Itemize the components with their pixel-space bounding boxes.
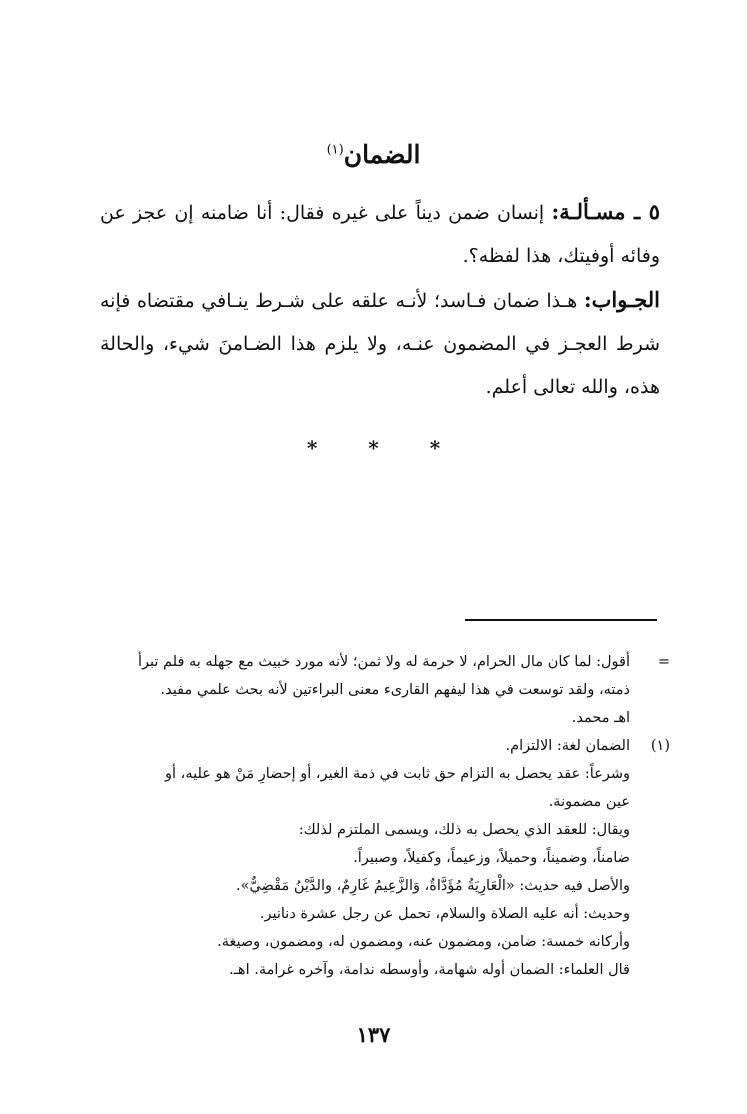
question-text: إنسان ضمن ديناً على غيره فقال: أنا ضامنه إن عجز عن وفائه أوفيتك، هذا لفظه؟. [100,202,660,267]
footnote-line: وشرعاً: عقد يحصل به التزام حق ثابت في ذمة الغير، أو إحضارِ مَنْ هو عليه، أو [165,766,630,782]
footnote-line: عين مضمونة. [548,794,630,810]
footnote-line: اهـ محمد. [571,710,630,726]
footnote-line: ضامناً، وضميناً، وحميلاً، وزعيماً، وكفيلاً، وصبيراً. [353,850,630,866]
question-paragraph [100,190,660,278]
separator-star: * [368,436,379,460]
question-lead: ٥ ـ مسـألـة: [551,199,660,224]
footnote-line: ذمته، ولقد توسعت في هذا ليفهم القارىء معنى البراءتين لأنه بحث علمي مفيد. [160,682,630,698]
answer-lead: الجـواب: [583,287,660,312]
footnote-line: وحديث: أنه عليه الصلاة والسلام، تحمل عن رجل عشرة دنانير. [259,906,630,922]
footnote-line: الضمان لغة: الالتزام. [505,738,630,754]
footnote-divider [465,619,657,621]
footnote-line: أقول: لما كان مال الحرام، لا حرمة له ولا ثمن؛ لأنه مورد خبيث مع جهله به فلم تبرأ [137,654,630,670]
section-title [0,140,747,169]
footnote-line: ويقال: للعقد الذي يحصل به ذلك، ويسمى الملتزم لذلك: [298,822,630,838]
separator-star: * [429,436,441,460]
answer-text: هـذا ضمان فـاسد؛ لأنـه علقه على شـرط ينـافي مقتضاه فإنه شرط العجـز في المضمون عنـه، ولا يلزم هذا الضـامنَ شيء، والحالة هذه، والله تعالى أعلم. [100,290,660,398]
main-text [100,190,660,409]
footnote-continued [100,648,670,732]
footnotes [100,648,670,984]
footnote-line: وأركانه خمسة: ضامن، ومضمون عنه، ومضمون له، ومضمون، وصيغة. [217,934,630,950]
separator-star: * [306,436,318,460]
footnote-reference[interactable]: (١) [326,142,344,158]
footnote-1 [100,732,670,984]
section-separator [0,436,747,460]
footnote-line: والأصل فيه حديث: «الْعَارِيَةُ مُؤَدَّاةٌ، وَالزَّعِيمُ غَارِمٌ، والدَّيْنُ مَقْضِيٌّ». [235,878,630,894]
footnote-line: قال العلماء: الضمان أوله شهامة، وأوسطه ندامة، وآخره غرامة. اهـ. [229,962,630,978]
answer-paragraph [100,278,660,409]
page-number: ١٣٧ [356,1022,391,1047]
section-title-text: الضمان [343,140,421,169]
footnote-1-marker: (١) [650,738,670,754]
footnote-continued-marker: = [657,654,670,670]
